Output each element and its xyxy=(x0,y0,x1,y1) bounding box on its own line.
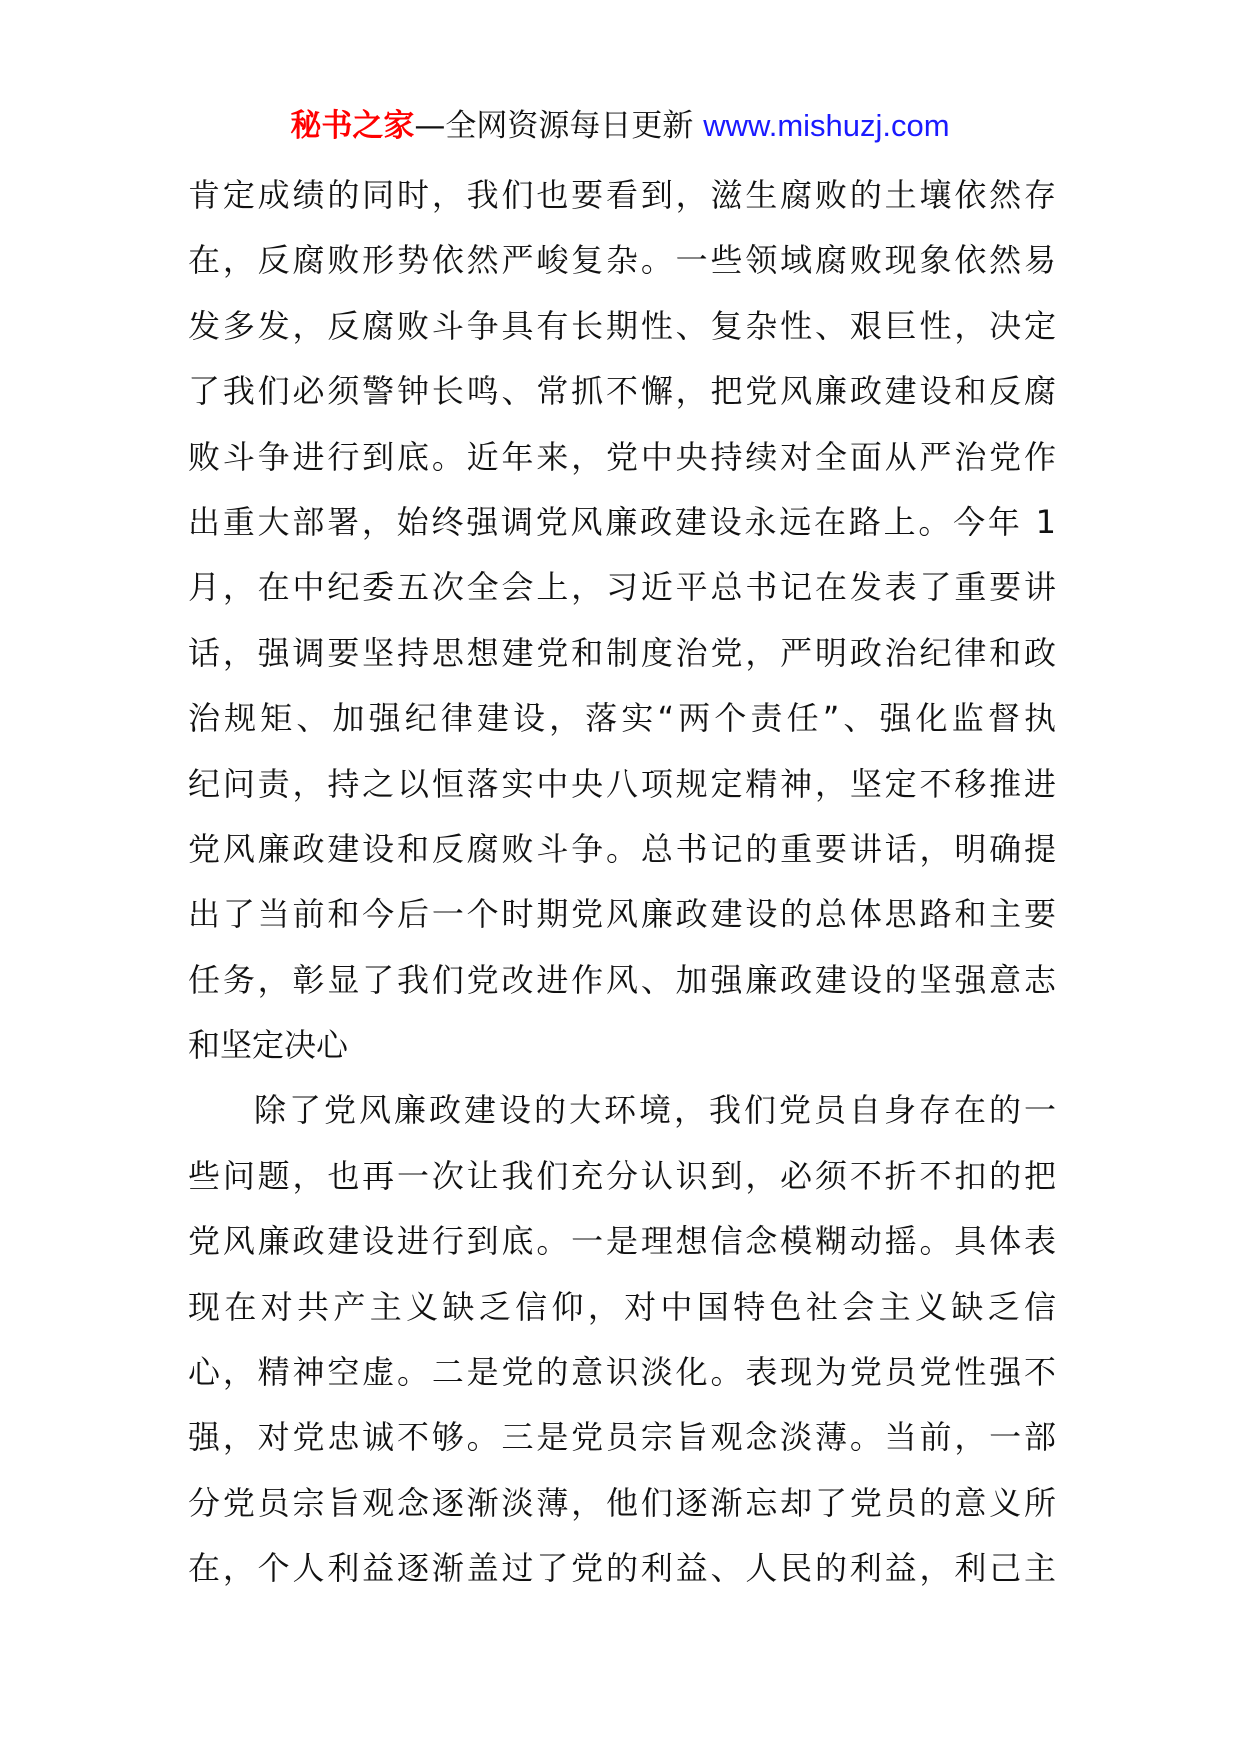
text-line: 任务，彰显了我们党改进作风、加强廉政建设的坚强意志 xyxy=(188,960,1056,999)
document-body xyxy=(188,163,1056,1602)
site-header xyxy=(0,104,1240,148)
text-line: 话，强调要坚持思想建党和制度治党，严明政治纪律和政 xyxy=(188,633,1056,672)
text-line: 月，在中纪委五次全会上，习近平总书记在发表了重要讲 xyxy=(188,568,1056,607)
text-line: 纪问责，持之以恒落实中央八项规定精神，坚定不移推进 xyxy=(188,764,1056,803)
text-line: 肯定成绩的同时，我们也要看到，滋生腐败的土壤依然存 xyxy=(188,176,1056,214)
text-line: 些问题，也再一次让我们充分认识到，必须不折不扣的把 xyxy=(188,1156,1056,1195)
header-tagline: —全网资源每日更新 xyxy=(414,108,704,144)
text-line: 在，个人利益逐渐盖过了党的利益、人民的利益，利己主 xyxy=(188,1549,1056,1588)
text-line: 发多发，反腐败斗争具有长期性、复杂性、艰巨性，决定 xyxy=(188,306,1056,345)
text-line: 强，对党忠诚不够。三是党员宗旨观念淡薄。当前，一部 xyxy=(188,1418,1056,1457)
text-line: 心，精神空虚。二是党的意识淡化。表现为党员党性强不 xyxy=(188,1353,1056,1392)
text-line: 出重大部署，始终强调党风廉政建设永远在路上。今年 1 xyxy=(188,502,1056,541)
text-line: 现在对共产主义缺乏信仰，对中国特色社会主义缺乏信 xyxy=(188,1287,1056,1326)
text-line: 治规矩、加强纪律建设，落实“两个责任”、强化监督执 xyxy=(188,699,1056,738)
paragraph-1 xyxy=(188,163,1056,1078)
site-url[interactable]: www.mishuzj.com xyxy=(703,108,950,143)
paragraph-2 xyxy=(188,1078,1056,1601)
text-line: 了我们必须警钟长鸣、常抓不懈，把党风廉政建设和反腐 xyxy=(188,372,1056,411)
text-line: 和坚定决心 xyxy=(188,1026,349,1065)
brand-name: 秘书之家 xyxy=(290,108,415,144)
text-line: 除了党风廉政建设的大环境，我们党员自身存在的一 xyxy=(254,1091,1056,1130)
text-line: 分党员宗旨观念逐渐淡薄，他们逐渐忘却了党员的意义所 xyxy=(188,1483,1056,1522)
text-line: 在，反腐败形势依然严峻复杂。一些领域腐败现象依然易 xyxy=(188,241,1056,280)
text-line: 败斗争进行到底。近年来，党中央持续对全面从严治党作 xyxy=(188,437,1056,476)
text-line: 党风廉政建设和反腐败斗争。总书记的重要讲话，明确提 xyxy=(188,829,1056,868)
text-line: 出了当前和今后一个时期党风廉政建设的总体思路和主要 xyxy=(188,895,1056,934)
text-line: 党风廉政建设进行到底。一是理想信念模糊动摇。具体表 xyxy=(188,1222,1056,1261)
